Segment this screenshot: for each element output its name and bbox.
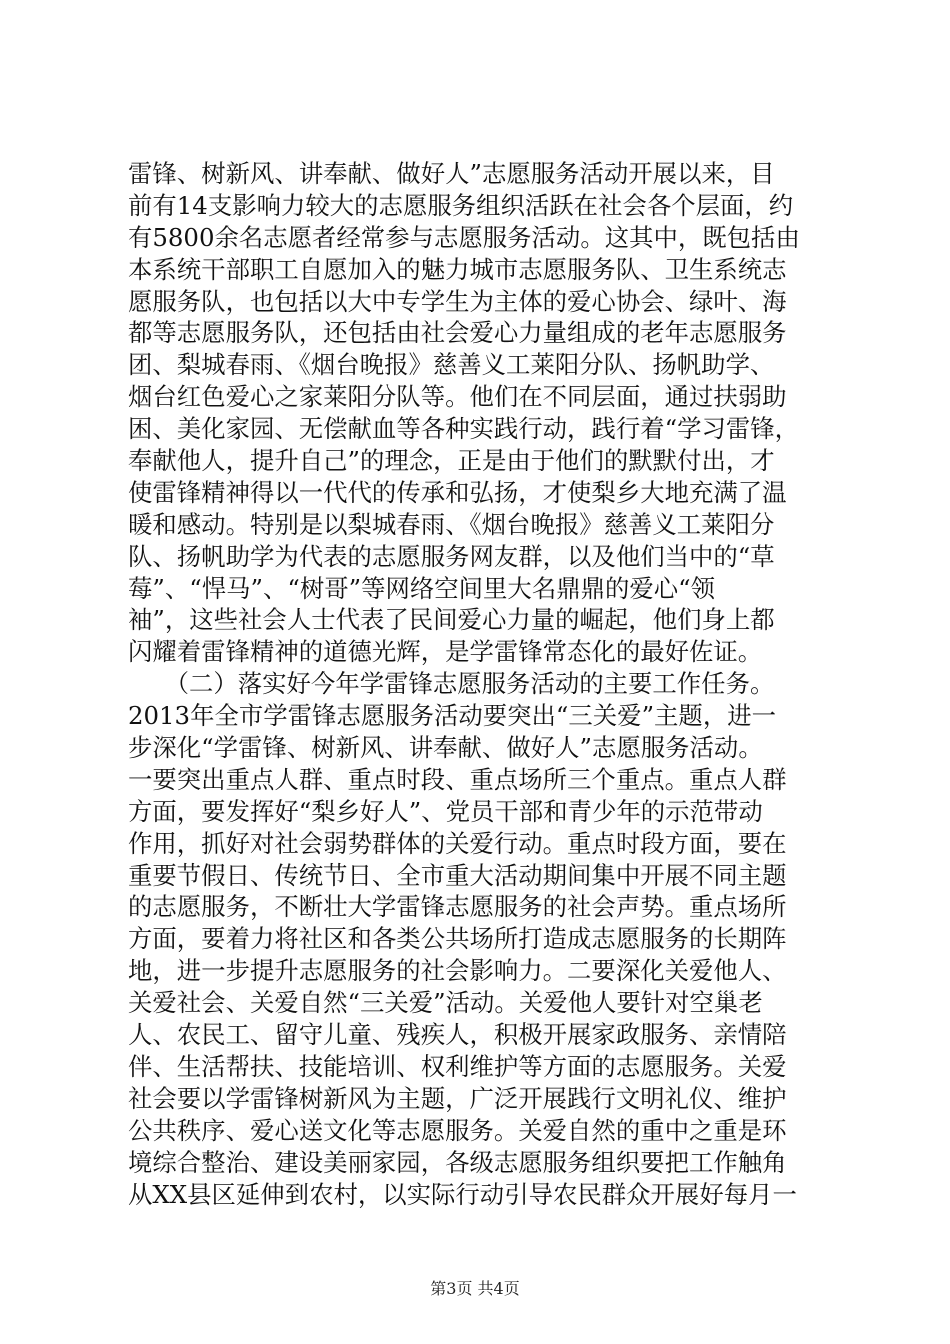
text-line: 前有14支影响力较大的志愿服务组织活跃在社会各个层面，约 xyxy=(128,190,794,220)
text-line: 方面，要发挥好“梨乡好人”、党员干部和青少年的示范带动 xyxy=(128,796,763,826)
text-line: 本系统干部职工自愿加入的魅力城市志愿服务队、卫生系统志 xyxy=(128,254,787,284)
text-line: 公共秩序、爱心送文化等志愿服务。关爱自然的重中之重是环 xyxy=(128,1115,787,1145)
text-line: 作用，抓好对社会弱势群体的关爱行动。重点时段方面，要在 xyxy=(128,828,787,858)
text-line: 闪耀着雷锋精神的道德光辉，是学雷锋常态化的最好佐证。 xyxy=(128,637,763,667)
page-footer: 第3页 共4页 xyxy=(430,1279,520,1298)
text-line: 有5800余名志愿者经常参与志愿服务活动。这其中，既包括由 xyxy=(128,222,800,252)
text-line: 人、农民工、留守儿童、残疾人，积极开展家政服务、亲情陪 xyxy=(128,1020,787,1050)
text-line: 队、扬帆助学为代表的志愿服务网友群，以及他们当中的“草 xyxy=(128,541,775,571)
text-line: 奉献他人，提升自己”的理念，正是由于他们的默默付出，才 xyxy=(128,446,775,476)
text-line: 莓”、“悍马”、“树哥”等网络空间里大名鼎鼎的爱心“领 xyxy=(128,573,716,603)
text-line: （二）落实好今年学雷锋志愿服务活动的主要工作任务。 xyxy=(128,669,775,699)
text-line: 境综合整治、建设美丽家园，各级志愿服务组织要把工作触角 xyxy=(128,1147,787,1177)
text-line: 方面，要着力将社区和各类公共场所打造成志愿服务的长期阵 xyxy=(128,924,787,954)
text-line: 都等志愿服务队，还包括由社会爱心力量组成的老年志愿服务 xyxy=(128,318,787,348)
text-line: 的志愿服务，不断壮大学雷锋志愿服务的社会声势。重点场所 xyxy=(128,892,787,922)
text-line: 从XX县区延伸到农村，以实际行动引导农民群众开展好每月一 xyxy=(128,1179,797,1209)
text-line: 重要节假日、传统节日、全市重大活动期间集中开展不同主题 xyxy=(128,860,787,890)
text-line: 一要突出重点人群、重点时段、重点场所三个重点。重点人群 xyxy=(128,764,787,794)
text-line: 2013年全市学雷锋志愿服务活动要突出“三关爱”主题，进一 xyxy=(128,701,776,731)
text-line: 愿服务队，也包括以大中专学生为主体的爱心协会、绿叶、海 xyxy=(128,286,787,316)
body-text xyxy=(128,158,848,1210)
text-line: 使雷锋精神得以一代代的传承和弘扬，才使梨乡大地充满了温 xyxy=(128,477,787,507)
text-line: 雷锋、树新风、讲奉献、做好人”志愿服务活动开展以来，目 xyxy=(128,159,775,188)
text-line: 伴、生活帮扶、技能培训、权利维护等方面的志愿服务。关爱 xyxy=(128,1051,787,1081)
text-line: 暖和感动。特别是以梨城春雨、《烟台晚报》慈善义工莱阳分 xyxy=(128,509,775,539)
text-line: 步深化“学雷锋、树新风、讲奉献、做好人”志愿服务活动。 xyxy=(128,733,763,763)
text-line: 团、梨城春雨、《烟台晚报》慈善义工莱阳分队、扬帆助学、 xyxy=(128,350,775,380)
text-line: 困、美化家园、无偿献血等各种实践行动，践行着“学习雷锋， xyxy=(128,414,800,444)
text-line: 袖”，这些社会人士代表了民间爱心力量的崛起，他们身上都 xyxy=(128,605,775,635)
text-line: 社会要以学雷锋树新风为主题，广泛开展践行文明礼仪、维护 xyxy=(128,1083,787,1113)
text-line: 烟台红色爱心之家莱阳分队等。他们在不同层面，通过扶弱助 xyxy=(128,382,787,412)
text-line: 地，进一步提升志愿服务的社会影响力。二要深化关爱他人、 xyxy=(128,956,787,986)
text-line: 关爱社会、关爱自然“三关爱”活动。关爱他人要针对空巢老 xyxy=(128,988,763,1018)
